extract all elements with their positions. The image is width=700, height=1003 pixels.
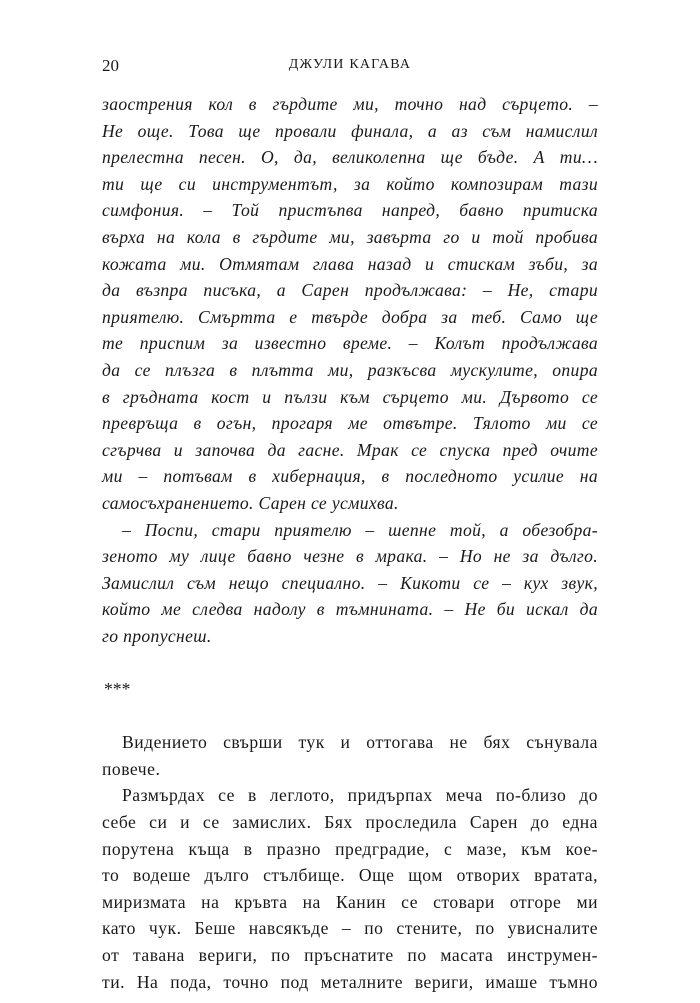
text-line: порутена къща в празно предградие, с мазе, към кое-	[102, 838, 598, 859]
text-line: зеното му лице бавно чезне в мрака. – Но не за дълго.	[102, 546, 598, 567]
text-line: Не още. Това ще провали финала, а аз съм намислил	[102, 120, 598, 141]
text-line: като чук. Беше навсякъде – по стените, по увисналите	[102, 918, 598, 939]
text-line: да възпра писъка, а Сарен продължава: – Не, стари	[102, 280, 598, 301]
text-line: кожата ми. Отмятам глава назад и стискам зъби, за	[102, 253, 598, 274]
text-line: върха на кола в гърдите ми, завърта го и той пробива	[102, 226, 598, 247]
text-line: ти ще си инструментът, за който композирам тази	[102, 173, 598, 194]
text-line: то водеше дълго стълбище. Още щом отворих вратата,	[102, 865, 598, 886]
text-line: превръща в огън, прогаря ме отвътре. Тялото ми се	[102, 413, 598, 434]
text-line: те приспим за известно време. – Колът продължава	[102, 333, 598, 354]
text-line: приятелю. Смъртта е твърде добра за теб. Само ще	[102, 306, 598, 327]
text-line: Размърдах се в леглото, придърпах меча по-близо до	[122, 785, 598, 806]
running-head-author: ДЖУЛИ КАГАВА	[288, 57, 412, 72]
text-line: себе си и се замислих. Бях проследила Сарен до една	[102, 812, 598, 833]
page-number: 20	[102, 56, 119, 75]
body-text	[102, 91, 598, 995]
italic-passage	[102, 91, 598, 649]
text-line: който ме следва надолу в тъмнината. – Не би искал да	[102, 599, 598, 620]
section-separator: ***	[104, 679, 131, 700]
text-line: самосъхранението. Сарен се усмихва.	[102, 492, 399, 513]
text-line: от тавана вериги, по пръснатите по масата инструмен-	[102, 945, 598, 965]
text-line: повече.	[102, 758, 161, 779]
text-line: миризмата на кръвта на Канин се стовари отгоре ми	[102, 891, 598, 912]
upright-passage	[102, 729, 598, 995]
text-line: – Поспи, стари приятелю – шепне той, а обезобра-	[122, 519, 598, 540]
text-line: Видението свърши тук и оттогава не бях сънувала	[122, 732, 598, 753]
text-line: да се плъзга в плътта ми, разкъсва мускулите, опира	[102, 359, 598, 380]
text-line: ми – потъвам в хибернация, в последното усилие на	[102, 466, 598, 487]
text-line: го пропуснеш.	[102, 625, 212, 646]
page-header	[102, 56, 598, 78]
text-line: в гръдната кост и пълзи към сърцето ми. Дървото се	[102, 386, 598, 407]
text-line: сгърчва и започва да гасне. Мрак се спуска пред очите	[102, 439, 598, 460]
text-line: прелестна песен. О, да, великолепна ще бъде. А ти…	[102, 147, 598, 168]
text-line: ти. На пода, точно под металните вериги, имаше тъмно	[102, 971, 598, 992]
text-line: Замислил съм нещо специално. – Кикоти се – кух звук,	[102, 572, 598, 593]
text-line: заострения кол в гърдите ми, точно над сърцето. –	[102, 94, 598, 114]
text-line: симфония. – Той пристъпва напред, бавно притиска	[102, 200, 598, 221]
